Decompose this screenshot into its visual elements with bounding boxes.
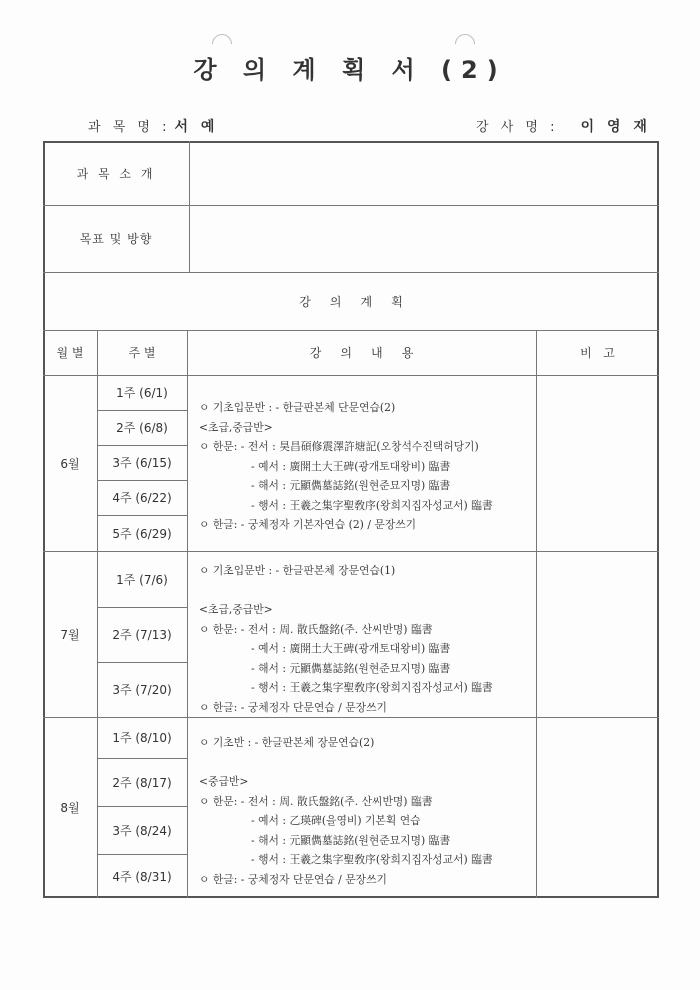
week-cell: 2주 (7/13) [112, 628, 172, 642]
june-content [199, 398, 493, 535]
content-line: - 행서 : 王羲之集字聖敎序(왕희지집자성교서) 臨書 [251, 498, 493, 512]
content-line [199, 581, 493, 601]
content-line: ㅇ 기초입문반 : - 한글판본체 단문연습(2) [199, 401, 396, 414]
content-line: ㅇ 한글: - 궁체정자 단문연습 / 문장쓰기 [199, 700, 387, 714]
content-line: - 예서 : 乙瑛碑(을영비) 기본획 연습 [251, 814, 421, 827]
intro-label: 과 목 소 개 [76, 166, 156, 181]
week-cell: 3주 (8/24) [112, 823, 172, 838]
week-cell: 5주 (6/29) [112, 526, 172, 541]
week-cell: 1주 (8/10) [112, 731, 172, 745]
col-content-header: 강 의 내 용 [309, 346, 414, 360]
divider [189, 141, 190, 272]
content-line: - 해서 : 元顯儁墓誌銘(원현준묘지명) 臨書 [251, 479, 451, 492]
goal-label: 목표 및 방향 [79, 232, 153, 246]
content-line: - 행서 : 王羲之集字聖敎序(왕희지집자성교서) 臨書 [251, 681, 493, 694]
week-cell: 2주 (8/17) [112, 775, 172, 790]
col-month-header: 월 별 [56, 346, 84, 360]
content-line: ㅇ 한문: - 전서 : 昊昌碩修震澤許塘記(오창석수진택허당기) [199, 440, 479, 453]
content-line: - 예서 : 廣開土大王碑(광개토대왕비) 臨書 [251, 459, 451, 473]
content-line: ㅇ 한문: - 전서 : 周. 散氏盤銘(주. 산씨반명) 臨書 [199, 794, 433, 808]
plan-heading: 강 의 계 획 [299, 294, 403, 309]
content-line [199, 753, 493, 773]
subject-label: 과 목 명 : [88, 120, 171, 135]
week-cell: 1주 (7/6) [116, 572, 168, 587]
week-cell: 1주 (6/1) [116, 386, 168, 400]
week-cell: 2주 (6/8) [116, 421, 168, 435]
week-cell: 3주 (6/15) [112, 456, 172, 470]
week-cell: 3주 (7/20) [112, 683, 172, 697]
content-line: ㅇ 한문: - 전서 : 周. 散氏盤銘(주. 산씨반명) 臨書 [199, 622, 433, 636]
instructor-value: 이 영 재 [580, 119, 651, 135]
instructor-field [476, 116, 651, 136]
page-title: 강 의 계 획 서 (2) [193, 56, 507, 84]
col-week-header: 주 별 [128, 346, 156, 360]
content-line: ㅇ 한글: - 궁체정자 기본자연습 (2) / 문장쓰기 [199, 518, 417, 531]
divider [536, 330, 537, 898]
instructor-label: 강 사 명 : [476, 120, 559, 135]
month-august: 8월 [60, 801, 80, 815]
content-line: - 예서 : 廣開土大王碑(광개토대왕비) 臨書 [251, 642, 451, 655]
content-line: <초급,중급반> [199, 420, 273, 434]
subject-field [88, 116, 218, 136]
august-content [199, 733, 493, 889]
content-line: ㅇ 기초입문반 : - 한글판본체 장문연습(1) [199, 564, 396, 577]
month-july: 7월 [60, 627, 80, 642]
content-line: - 해서 : 元顯儁墓誌銘(원현준묘지명) 臨書 [251, 661, 451, 675]
content-line: - 해서 : 元顯儁墓誌銘(원현준묘지명) 臨書 [251, 833, 451, 847]
content-line: ㅇ 한글: - 궁체정자 단문연습 / 문장쓰기 [199, 872, 387, 886]
divider [187, 330, 188, 898]
content-line: - 행서 : 王羲之集字聖敎序(왕희지집자성교서) 臨書 [251, 853, 493, 866]
month-june: 6월 [60, 456, 80, 471]
content-line: <초급,중급반> [199, 603, 273, 616]
content-line: <중급반> [199, 775, 249, 788]
july-content [199, 561, 493, 717]
content-line: ㅇ 기초반 : - 한글판본체 장문연습(2) [199, 736, 375, 749]
week-cell: 4주 (6/22) [112, 491, 172, 505]
week-cell: 4주 (8/31) [112, 869, 172, 884]
col-note-header: 비 고 [580, 346, 615, 360]
subject-value: 서 예 [174, 119, 219, 135]
